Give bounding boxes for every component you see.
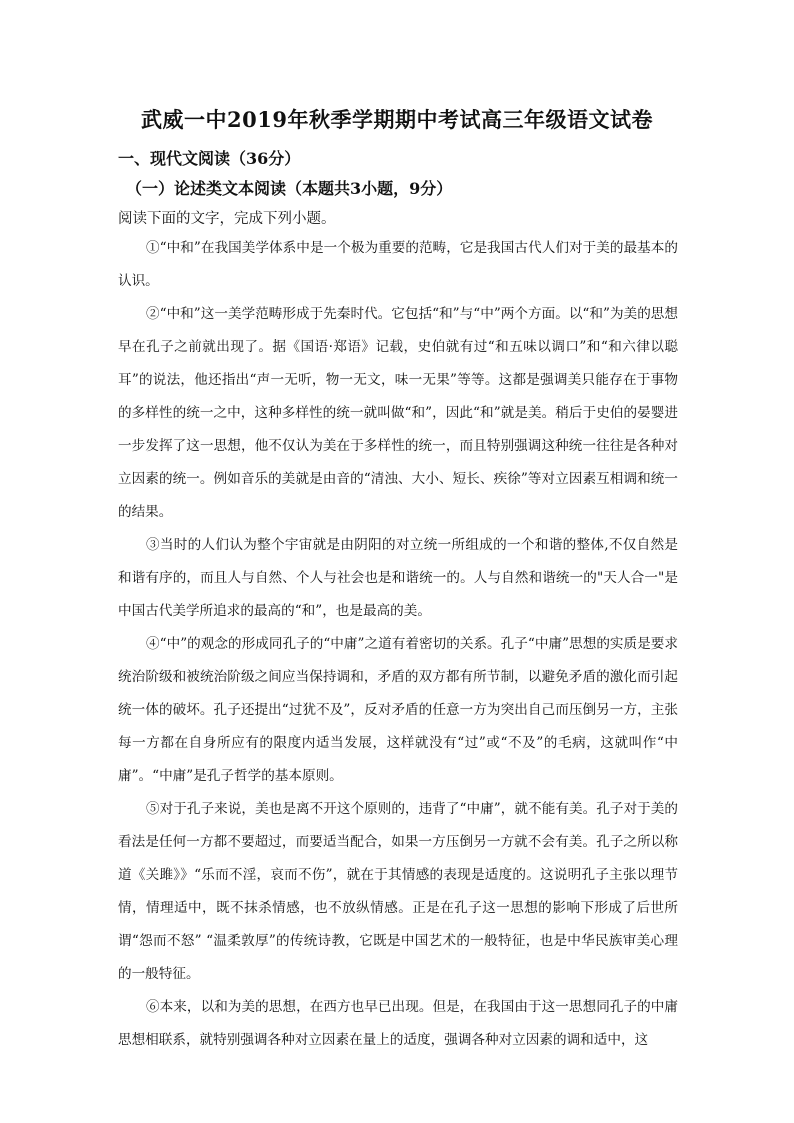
passage-paragraph-5: ⑤对于孔子来说，美也是离不开这个原则的，违背了“中庸”，就不能有美。孔子对于美的看法是任何一方都不要超过，而要适当配合，如果一方压倒另一方就不会有美。孔子之所以称道《关雎》》“乐而不淫，哀而不伤”，就在于其情感的表现是适度的。这说明孔子主张以理节情，情理适中，既不抹杀情感，也不放纵情感。正是在孔子这一思想的影响下形成了后世所谓“怨而不怒” “温柔敦厚”的传统诗教，它既是中国艺术的一般特征，也是中华民族审美心理的一般特征。 bbox=[118, 801, 678, 982]
page-title: 武威一中2019年秋季学期期中考试高三年级语文试卷 bbox=[141, 107, 653, 132]
reading-passage bbox=[118, 232, 678, 1057]
passage-paragraph-1: ①“中和”在我国美学体系中是一个极为重要的范畴，它是我国古代人们对于美的最基本的认识。 bbox=[118, 240, 678, 289]
passage-paragraph-2: ②“中和”这一美学范畴形成于先秦时代。它包括“和”与“中”两个方面。以“和”为美的思想早在孔子之前就出现了。据《国语·郑语》记载，史伯就有过“和五味以调口”和“和六律以聪耳”的说法，他还指出“声一无听，物一无文，味一无果”等等。这都是强调美只能存在于事物的多样性的统一之中，这种多样性的统一就叫做“和”，因此“和”就是美。稍后于史伯的晏婴进一步发挥了这一思想，他不仅认为美在于多样性的统一，而且特别强调这种统一往往是各种对立因素的统一。例如音乐的美就是由音的“清浊、大小、短长、疾徐”等对立因素互相调和统一的结果。 bbox=[118, 306, 678, 520]
section-heading: 一、现代文阅读（36分） bbox=[118, 149, 301, 168]
passage-paragraph-6: ⑥本来，以和为美的思想，在西方也早已出现。但是，在我国由于这一思想同孔子的中庸思想相联系，就特别强调各种对立因素在量上的适度，强调各种对立因素的调和适中，这 bbox=[118, 999, 678, 1048]
passage-paragraph-4: ④“中”的观念的形成同孔子的“中庸”之道有着密切的关系。孔子“中庸”思想的实质是要求统治阶级和被统治阶级之间应当保持调和，矛盾的双方都有所节制，以避免矛盾的激化而引起统一体的破坏。孔子还提出“过犹不及”，反对矛盾的任意一方为突出自己而压倒另一方，主张每一方都在自身所应有的限度内适当发展，这样就没有“过”或“不及”的毛病，这就叫作“中庸”。“中庸”是孔子哲学的基本原则。 bbox=[118, 636, 678, 784]
passage-paragraph-3: ③当时的人们认为整个宇宙就是由阴阳的对立统一所组成的一个和谐的整体,不仅自然是和谐有序的，而且人与自然、个人与社会也是和谐统一的。人与自然和谐统一的"天人合一"是中国古代美学所追求的最高的“和”，也是最高的美。 bbox=[118, 537, 678, 619]
subsection-heading: （一）论述类文本阅读（本题共3小题，9分） bbox=[126, 179, 453, 198]
instruction-text: 阅读下面的文字，完成下列小题。 bbox=[118, 211, 336, 227]
